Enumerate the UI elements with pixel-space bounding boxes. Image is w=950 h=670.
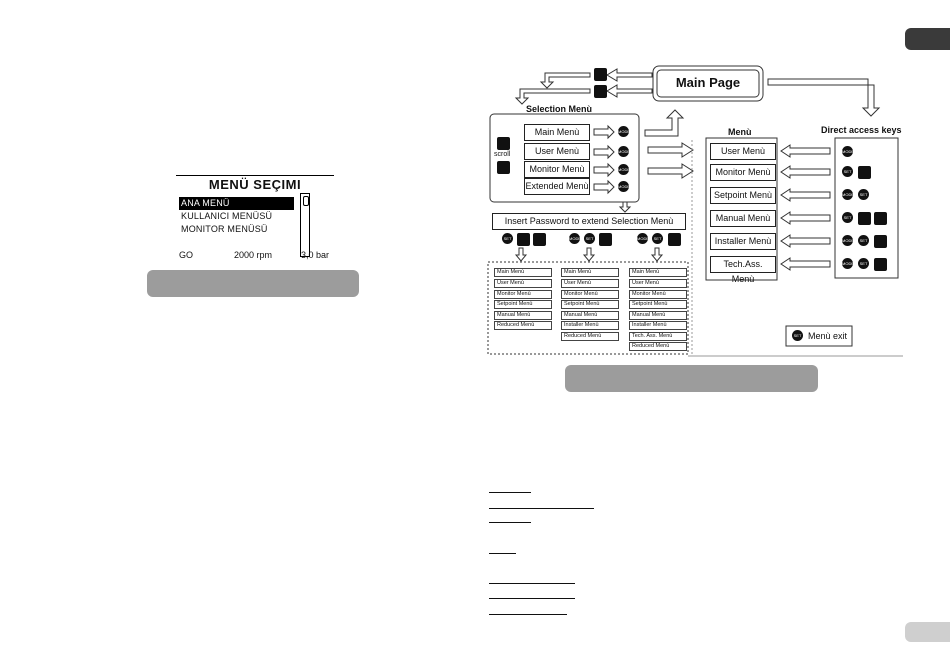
selection-menu-title: Selection Menù	[526, 104, 593, 114]
up-key-icon	[874, 212, 887, 225]
selection-item[interactable]: User Menù	[524, 143, 590, 160]
set-key-icon: SET	[858, 189, 869, 200]
mode-key-icon: MODE	[637, 233, 648, 244]
text-line	[489, 508, 594, 509]
down-key-icon	[858, 212, 871, 225]
menu-item[interactable]: Monitor Menù	[710, 164, 776, 181]
text-line	[489, 492, 531, 493]
col1-item: Monitor Menù	[494, 290, 552, 299]
col3-item: Tech. Ass. Menù	[629, 332, 687, 341]
selection-item[interactable]: Monitor Menù	[524, 161, 590, 178]
mode-key-icon: MODE	[842, 146, 853, 157]
down-key-icon	[874, 235, 887, 248]
up-key-icon	[533, 233, 546, 246]
down-key-icon	[599, 233, 612, 246]
mode-key-icon: MODE	[618, 164, 629, 175]
col3-item: User Menù	[629, 279, 687, 288]
col3-item: Setpoint Menù	[629, 300, 687, 309]
mode-key-icon: MODE	[618, 181, 629, 192]
menu-item[interactable]: Tech.Ass. Menù	[710, 256, 776, 273]
set-key-icon: SET	[584, 233, 595, 244]
col2-item: Installer Menù	[561, 321, 619, 330]
menu-item[interactable]: Setpoint Menù	[710, 187, 776, 204]
col3-item: Main Menù	[629, 268, 687, 277]
col3-item: Monitor Menù	[629, 290, 687, 299]
col2-item: Monitor Menù	[561, 290, 619, 299]
key-icon	[594, 85, 607, 98]
password-bar[interactable]: Insert Password to extend Selection Menù	[492, 213, 686, 230]
scroll-label: scroll	[494, 151, 511, 158]
down-key-icon	[858, 166, 871, 179]
mode-key-icon: MODE	[618, 146, 629, 157]
col1-item: User Menù	[494, 279, 552, 288]
col2-item: Setpoint Menù	[561, 300, 619, 309]
menu-item[interactable]: User Menù	[710, 143, 776, 160]
mode-key-icon: MODE	[842, 258, 853, 269]
key-icon	[594, 68, 607, 81]
text-line	[489, 614, 567, 615]
set-key-icon: SET	[858, 235, 869, 246]
lcd-title: MENÜ SEÇIMI	[208, 177, 302, 192]
text-line	[489, 598, 575, 599]
text-line	[489, 553, 516, 554]
menu-exit-label: Menù exit	[808, 331, 848, 341]
col1-item: Setpoint Menù	[494, 300, 552, 309]
text-line	[489, 522, 531, 523]
col1-item: Reduced Menù	[494, 321, 552, 330]
direct-access-title: Direct access keys	[821, 125, 902, 135]
mode-key-icon: MODE	[569, 233, 580, 244]
set-key-icon: SET	[858, 258, 869, 269]
col2-item: Reduced Menù	[561, 332, 619, 341]
up-key-icon	[874, 258, 887, 271]
main-page-label: Main Page	[675, 75, 741, 90]
scroll-up-key-icon	[497, 137, 510, 150]
set-key-icon: SET	[842, 166, 853, 177]
selection-item[interactable]: Extended Menù	[524, 178, 590, 195]
lcd-status-pressure: 3,0 bar	[301, 250, 330, 260]
col1-item: Manual Menù	[494, 311, 552, 320]
menu-item[interactable]: Manual Menù	[710, 210, 776, 227]
set-key-icon: SET	[842, 212, 853, 223]
text-line	[489, 583, 575, 584]
mode-key-icon: MODE	[842, 235, 853, 246]
set-key-icon: SET	[652, 233, 663, 244]
lcd-item[interactable]: MONITOR MENÜSÜ	[181, 224, 268, 234]
set-key-icon: SET	[502, 233, 513, 244]
menu-title: Menù	[728, 127, 752, 137]
col3-item: Reduced Menù	[629, 342, 687, 351]
menu-item[interactable]: Installer Menù	[710, 233, 776, 250]
lcd-status-rpm: 2000 rpm	[234, 250, 273, 260]
diagram-caption-bar	[565, 365, 818, 392]
set-key-icon: SET	[792, 330, 803, 341]
up-key-icon	[668, 233, 681, 246]
lcd-item[interactable]: KULLANICI MENÜSÜ	[181, 211, 273, 221]
col2-item: User Menù	[561, 279, 619, 288]
down-key-icon	[517, 233, 530, 246]
selection-item[interactable]: Main Menù	[524, 124, 590, 141]
mode-key-icon: MODE	[618, 126, 629, 137]
lcd-item-selected[interactable]: ANA MENÜ	[179, 197, 294, 210]
col1-item: Main Menù	[494, 268, 552, 277]
lcd-status-mode: GO	[179, 250, 194, 260]
col3-item: Installer Menù	[629, 321, 687, 330]
col2-item: Main Menù	[561, 268, 619, 277]
col3-item: Manual Menù	[629, 311, 687, 320]
col2-item: Manual Menù	[561, 311, 619, 320]
mode-key-icon: MODE	[842, 189, 853, 200]
scroll-down-key-icon	[497, 161, 510, 174]
